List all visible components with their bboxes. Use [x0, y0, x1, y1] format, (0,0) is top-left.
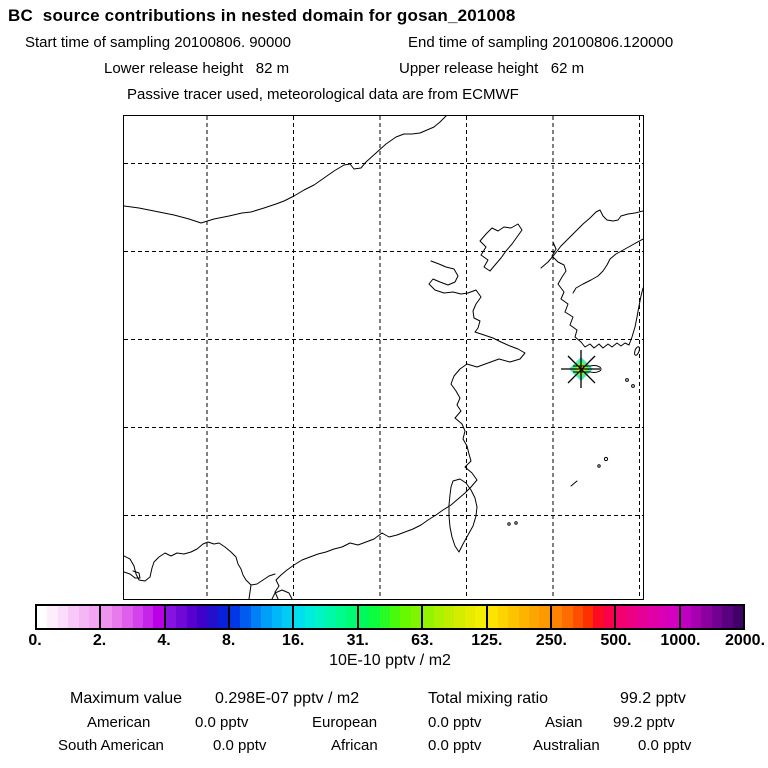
map-panel — [123, 115, 644, 600]
colorbar-segment — [423, 606, 487, 628]
max-value-label: Maximum value — [70, 690, 183, 707]
colorbar-segment — [230, 606, 294, 628]
small-island — [571, 481, 577, 486]
small-island — [598, 465, 600, 467]
coastlines-group — [124, 116, 643, 599]
region-value: 0.0 pptv — [428, 737, 482, 754]
gosan-station-marker — [561, 350, 600, 388]
colorbar-tick: 2. — [92, 632, 107, 649]
colorbar-tick: 125. — [471, 632, 503, 649]
small-island — [508, 523, 510, 525]
small-island — [626, 379, 629, 382]
max-value-number: 0.298E-07 pptv / m2 — [215, 690, 360, 707]
colorbar-tick: 63. — [411, 632, 434, 649]
colorbar-tick: 4. — [157, 632, 171, 649]
small-island — [604, 457, 607, 460]
small-island — [632, 385, 635, 388]
region-value: 99.2 pptv — [613, 714, 675, 731]
map-svg — [124, 116, 643, 599]
colorbar-tick: 8. — [221, 632, 236, 649]
colorbar-segment — [294, 606, 358, 628]
colorbar-segment — [37, 606, 101, 628]
region-label: European — [312, 714, 378, 731]
region-label: South American — [58, 737, 164, 754]
colorbar-segment — [101, 606, 165, 628]
colorbar-segment — [166, 606, 230, 628]
lower-release-height-text: Lower release height 82 m — [104, 60, 290, 77]
colorbar-segment — [359, 606, 423, 628]
colorbar-segment — [681, 606, 743, 628]
total-mixing-ratio-value: 99.2 pptv — [620, 690, 686, 707]
lat-lon-gridlines — [124, 116, 643, 599]
colorbar-segment — [488, 606, 552, 628]
coast-liaodong-peninsula — [480, 224, 522, 271]
region-label: American — [87, 714, 151, 731]
region-value: 0.0 pptv — [638, 737, 692, 754]
border-vietnam-spur — [249, 585, 251, 599]
colorbar-segment — [552, 606, 616, 628]
small-island — [515, 522, 517, 524]
border-mongolia-russia — [124, 116, 446, 223]
start-time-text: Start time of sampling 20100806. 90000 — [25, 34, 292, 51]
coast-korea-peninsula — [552, 242, 643, 348]
border-vietnam — [124, 542, 275, 585]
plot-title: BC source contributions in nested domain for gosan_201008 — [8, 6, 516, 25]
colorbar-tick: 500. — [600, 632, 632, 649]
coast-russia-primorye — [541, 210, 643, 268]
upper-release-height-text: Upper release height 62 m — [399, 60, 585, 77]
region-label: African — [331, 737, 378, 754]
colorbar-tick: 2000. — [724, 632, 766, 649]
region-label: Asian — [545, 714, 583, 731]
colorbar-tick: 0. — [28, 632, 42, 649]
colorbar — [35, 604, 745, 630]
region-label: Australian — [533, 737, 600, 754]
border-ne-china — [573, 239, 643, 293]
colorbar-segment — [616, 606, 680, 628]
region-value: 0.0 pptv — [213, 737, 267, 754]
tracer-note-text: Passive tracer used, meteorological data are from ECMWF — [127, 86, 519, 103]
colorbar-unit-label: 10E-10 pptv / m2 — [329, 652, 451, 669]
region-value: 0.0 pptv — [428, 714, 482, 731]
end-time-text: End time of sampling 20100806.120000 — [408, 34, 674, 51]
colorbar-tick: 250. — [535, 632, 567, 649]
region-value: 0.0 pptv — [195, 714, 249, 731]
total-mixing-ratio-label: Total mixing ratio — [428, 690, 549, 707]
colorbar-tick: 1000. — [660, 632, 701, 649]
coast-china-east — [275, 261, 525, 599]
colorbar-tick: 16. — [282, 632, 305, 649]
colorbar-tick: 31. — [346, 632, 369, 649]
